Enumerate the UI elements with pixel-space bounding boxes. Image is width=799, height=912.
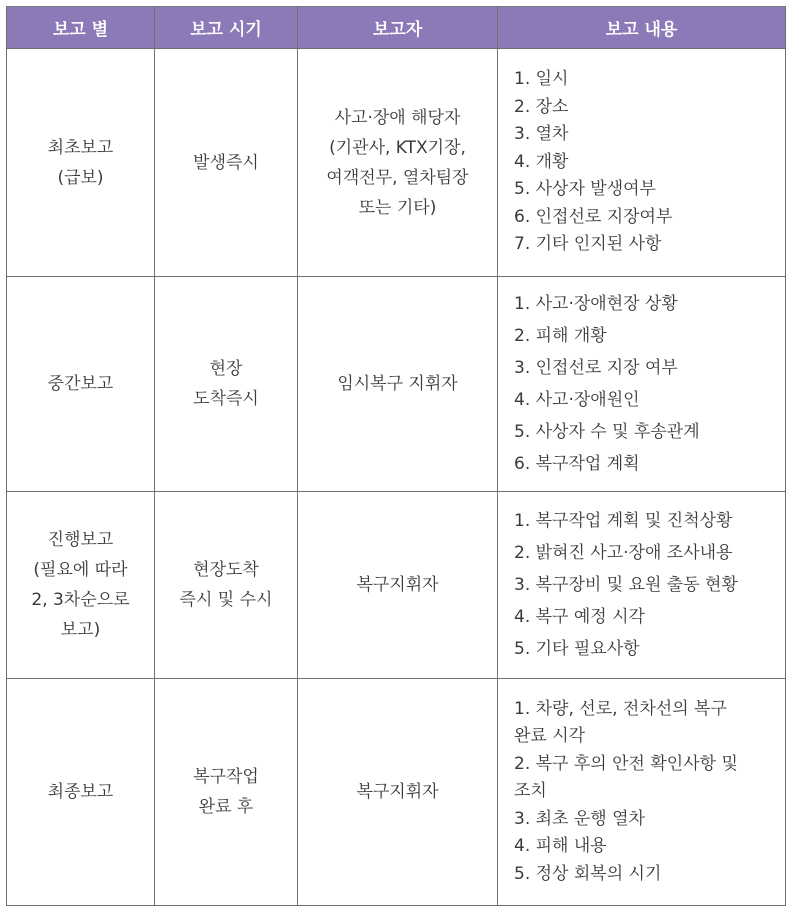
report-type-cell: 최초보고 (급보) <box>7 49 155 277</box>
table-row <box>7 277 786 492</box>
contents-list <box>514 288 779 480</box>
header-report-type: 보고 별 <box>7 7 155 49</box>
list-item: 3. 최초 운행 열차 <box>514 808 645 829</box>
report-contents-cell <box>498 492 786 679</box>
table-row <box>7 49 786 277</box>
report-timing-cell: 현장 도착즉시 <box>155 277 298 492</box>
reporter-cell: 사고·장애 해당자 (기관사, KTX기장, 여객전무, 열차팀장 또는 기타) <box>298 49 498 277</box>
reporter-cell: 임시복구 지휘자 <box>298 277 498 492</box>
list-item: 4. 복구 예정 시각 <box>514 607 645 627</box>
report-timing-cell: 발생즉시 <box>155 49 298 277</box>
list-item: 2. 장소 <box>514 96 569 117</box>
header-reporter: 보고자 <box>298 7 498 49</box>
list-item: 1. 복구작업 계획 및 진척상황 <box>514 511 733 531</box>
list-item: 2. 복구 후의 안전 확인사항 및 조치 <box>514 753 738 802</box>
list-item: 1. 일시 <box>514 69 569 90</box>
reporter-cell: 복구지휘자 <box>298 679 498 906</box>
report-type-cell: 최종보고 <box>7 679 155 906</box>
header-row <box>7 7 786 49</box>
report-type-cell: 중간보고 <box>7 277 155 492</box>
list-item: 1. 사고·장애현장 상황 <box>514 294 678 314</box>
list-item: 5. 정상 회복의 시기 <box>514 863 662 884</box>
list-item: 5. 사상자 수 및 후송관계 <box>514 422 700 442</box>
report-contents-cell <box>498 49 786 277</box>
list-item: 2. 밝혀진 사고·장애 조사내용 <box>514 543 733 563</box>
report-table <box>6 6 786 906</box>
list-item: 7. 기타 인지된 사항 <box>514 234 662 255</box>
list-item: 6. 인접선로 지장여부 <box>514 206 673 227</box>
header-report-timing: 보고 시기 <box>155 7 298 49</box>
reporter-cell: 복구지휘자 <box>298 492 498 679</box>
contents-list <box>514 66 779 259</box>
list-item: 1. 차량, 선로, 전차선의 복구 완료 시각 <box>514 698 727 747</box>
report-table-container <box>6 6 786 906</box>
list-item: 4. 개황 <box>514 151 569 172</box>
report-contents-cell <box>498 277 786 492</box>
report-type-cell: 진행보고 (필요에 따라 2, 3차순으로 보고) <box>7 492 155 679</box>
list-item: 3. 복구장비 및 요원 출동 현황 <box>514 575 738 595</box>
contents-list <box>514 696 779 889</box>
header-report-contents: 보고 내용 <box>498 7 786 49</box>
list-item: 6. 복구작업 계획 <box>514 454 640 474</box>
list-item: 5. 사상자 발생여부 <box>514 179 656 200</box>
list-item: 3. 열차 <box>514 124 569 145</box>
list-item: 2. 피해 개황 <box>514 326 607 346</box>
list-item: 4. 사고·장애원인 <box>514 390 640 410</box>
contents-list <box>514 505 779 665</box>
table-row <box>7 492 786 679</box>
list-item: 5. 기타 필요사항 <box>514 639 640 659</box>
table-row <box>7 679 786 906</box>
report-contents-cell <box>498 679 786 906</box>
report-timing-cell: 복구작업 완료 후 <box>155 679 298 906</box>
report-timing-cell: 현장도착 즉시 및 수시 <box>155 492 298 679</box>
list-item: 4. 피해 내용 <box>514 836 607 857</box>
list-item: 3. 인접선로 지장 여부 <box>514 358 678 378</box>
